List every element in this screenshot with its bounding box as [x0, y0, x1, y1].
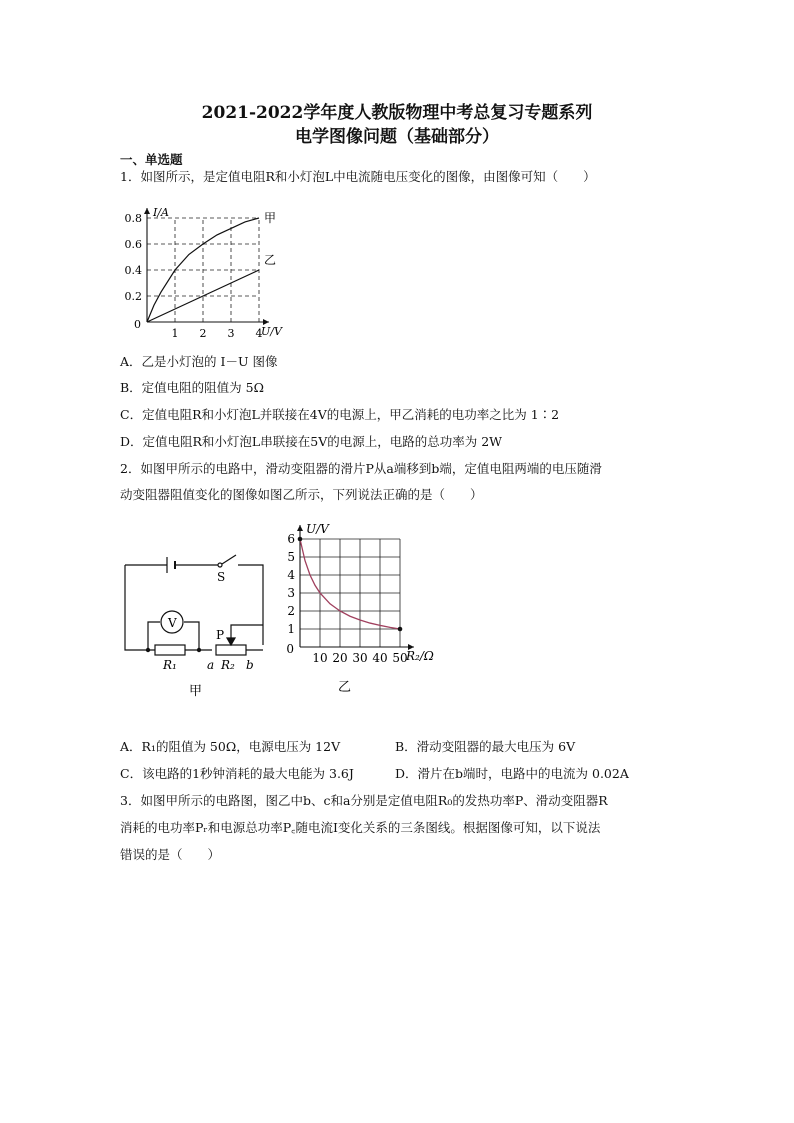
q1-option-d: D．定值电阻R和小灯泡L串联接在5V的电源上，电路的总功率为 2W [120, 434, 502, 449]
curve-start-point [298, 537, 303, 542]
switch-blade [222, 555, 236, 564]
slider-arrow [227, 638, 235, 645]
section-heading: 一、单选题 [120, 152, 183, 167]
y-axis-arrow [297, 525, 303, 531]
y-axis-label: U/V [306, 522, 329, 536]
q1-option-c: C．定值电阻R和小灯泡L并联接在4V的电源上，甲乙消耗的电功率之比为 1∶2 [120, 407, 560, 422]
x-tick-label: 3 [227, 327, 235, 340]
y-tick-label: 0.6 [124, 238, 142, 251]
origin-label: 0 [134, 318, 141, 331]
y-tick-label: 6 [287, 532, 295, 546]
y-axis-label: I/A [153, 206, 169, 219]
y-tick-label: 3 [287, 586, 295, 600]
voltmeter-wire-left [148, 622, 160, 650]
x-tick-label: 40 [372, 651, 388, 665]
q2-circuit-diagram [115, 545, 275, 700]
a-label: a [207, 658, 215, 672]
q3-stem-line3: 错误的是（ ） [120, 847, 221, 862]
x-axis-label: U/V [261, 325, 282, 338]
resistor-r1 [155, 645, 185, 655]
circuit-wire-right [238, 565, 263, 645]
junction-right [197, 648, 201, 652]
x-tick-label: 50 [392, 651, 408, 665]
voltmeter-wire-right [184, 622, 199, 650]
x-tick-label: 4 [255, 327, 263, 340]
x-tick-label: 2 [199, 327, 207, 340]
x-tick-label: 10 [312, 651, 328, 665]
switch-pivot [218, 563, 222, 567]
q1-option-a: A．乙是小灯泡的 I－U 图像 [120, 354, 278, 369]
q2-option-d: D．滑片在b端时，电路中的电流为 0.02A [395, 766, 629, 781]
q2-option-a: A．R₁的阻值为 50Ω，电源电压为 12V [120, 739, 341, 754]
y-tick-label: 0.8 [124, 212, 142, 225]
y-axis-arrow [144, 208, 150, 214]
r1-label: R₁ [163, 658, 177, 672]
q1-chart [120, 195, 300, 345]
y-tick-label: 0.4 [124, 264, 142, 277]
q2-chart [282, 510, 457, 705]
x-tick-label: 30 [352, 651, 368, 665]
series-curve [300, 539, 400, 629]
series-label: 乙 [264, 253, 277, 267]
page-subtitle: 电学图像问题（基础部分） [295, 127, 499, 147]
y-tick-label: 1 [287, 622, 295, 636]
x-tick-label: 1 [171, 327, 179, 340]
circuit-wire-left [125, 565, 155, 650]
x-axis-label: R₂/Ω [406, 649, 434, 663]
resistor-r2 [216, 645, 246, 655]
slider-label: P [216, 628, 225, 642]
junction-left [146, 648, 150, 652]
q2-option-b: B．滑动变阻器的最大电压为 6V [395, 739, 576, 754]
q2-option-c: C．该电路的1秒钟消耗的最大电能为 3.6J [120, 766, 354, 781]
voltmeter-label: V [168, 616, 177, 630]
switch-label: S [217, 570, 226, 584]
q1-option-b: B．定值电阻的阻值为 5Ω [120, 380, 264, 395]
q2-stem-line2: 动变阻器阻值变化的图像如图乙所示，下列说法正确的是（ ） [120, 487, 483, 502]
page-title: 2021-2022学年度人教版物理中考总复习专题系列 [201, 103, 593, 123]
chart-caption: 乙 [338, 680, 352, 695]
q3-stem-line2: 消耗的电功率Pᵣ和电源总功率P꜀随电流I变化关系的三条图线。根据图像可知，以下说法 [120, 820, 601, 835]
q3-stem-line1: 3．如图甲所示的电路图，图乙中b、c和a分别是定值电阻R₀的发热功率P、滑动变阻器R [120, 793, 608, 808]
r2-label: R₂ [221, 658, 235, 672]
y-tick-label: 4 [287, 568, 295, 582]
q1-stem: 1．如图所示，是定值电阻R和小灯泡L中电流随电压变化的图像，由图像可知（ ） [120, 169, 596, 184]
y-tick-label: 2 [287, 604, 295, 618]
x-tick-label: 20 [332, 651, 348, 665]
origin-label: 0 [286, 642, 294, 656]
circuit-caption: 甲 [189, 684, 203, 699]
series-label: 甲 [264, 211, 277, 225]
y-tick-label: 5 [287, 550, 295, 564]
q2-stem-line1: 2．如图甲所示的电路中，滑动变阻器的滑片P从a端移到b端，定值电阻两端的电压随滑 [120, 461, 602, 476]
slider-wire [231, 625, 263, 642]
curve-end-point [398, 627, 403, 632]
y-tick-label: 0.2 [124, 290, 142, 303]
b-label: b [246, 658, 254, 672]
